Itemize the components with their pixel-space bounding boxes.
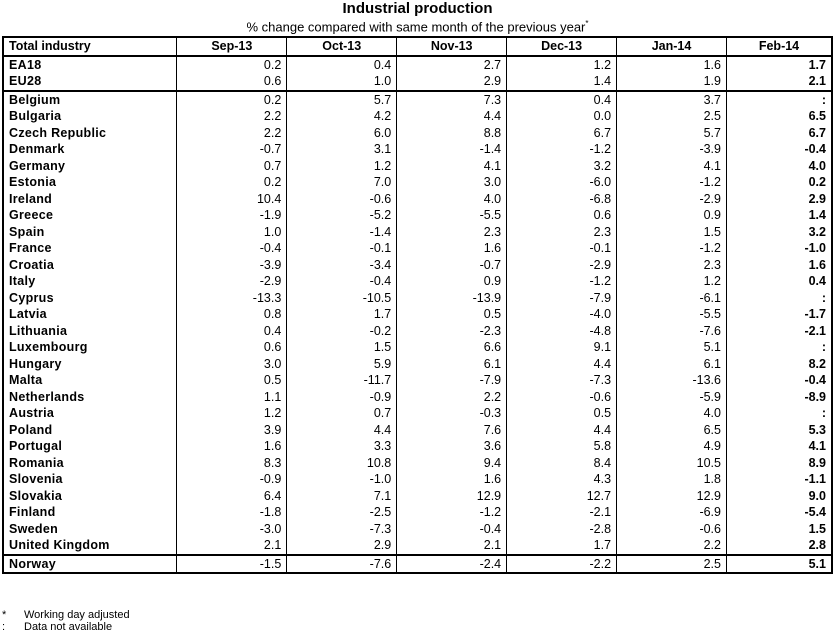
table-cell: -0.7 <box>177 141 287 158</box>
table-cell: 1.4 <box>726 207 832 224</box>
table-cell: 1.7 <box>287 306 397 323</box>
table-cell: 2.8 <box>726 537 832 555</box>
row-label: Croatia <box>3 257 177 274</box>
table-cell: -0.1 <box>287 240 397 257</box>
table-cell: -1.4 <box>397 141 507 158</box>
table-cell: 7.3 <box>397 91 507 109</box>
table-cell: -0.3 <box>397 405 507 422</box>
row-label: Poland <box>3 422 177 439</box>
table-row <box>3 56 832 74</box>
table-cell: 1.6 <box>397 471 507 488</box>
row-label: Greece <box>3 207 177 224</box>
column-header-month: Feb-14 <box>726 37 832 56</box>
row-label: France <box>3 240 177 257</box>
table-cell: 1.5 <box>287 339 397 356</box>
table-cell: 4.4 <box>507 422 617 439</box>
table-cell: 2.9 <box>726 191 832 208</box>
table-cell: -5.4 <box>726 504 832 521</box>
table-cell: : <box>726 405 832 422</box>
table-cell: 0.7 <box>287 405 397 422</box>
table-row <box>3 455 832 472</box>
row-label: Czech Republic <box>3 125 177 142</box>
row-label: Estonia <box>3 174 177 191</box>
table-cell: 6.6 <box>397 339 507 356</box>
table-cell: 7.0 <box>287 174 397 191</box>
table-cell: 0.4 <box>177 323 287 340</box>
row-label: Finland <box>3 504 177 521</box>
table-row <box>3 224 832 241</box>
table-cell: -13.6 <box>617 372 727 389</box>
row-label: Portugal <box>3 438 177 455</box>
table-cell: 9.0 <box>726 488 832 505</box>
table-cell: 2.2 <box>617 537 727 555</box>
table-cell: -4.0 <box>507 306 617 323</box>
table-cell: 1.2 <box>177 405 287 422</box>
table-cell: 10.4 <box>177 191 287 208</box>
table-cell: 1.6 <box>726 257 832 274</box>
table-cell: 12.9 <box>397 488 507 505</box>
footnote <box>2 609 130 621</box>
table-cell: 2.7 <box>397 56 507 74</box>
table-cell: -10.5 <box>287 290 397 307</box>
table-row <box>3 141 832 158</box>
table-cell: -0.7 <box>397 257 507 274</box>
table-cell: -0.9 <box>177 471 287 488</box>
table-cell: 6.1 <box>397 356 507 373</box>
table-row <box>3 257 832 274</box>
table-subtitle <box>0 16 835 35</box>
table-cell: -0.4 <box>397 521 507 538</box>
table-body <box>3 56 832 574</box>
table-cell: 2.5 <box>617 108 727 125</box>
row-label: Luxembourg <box>3 339 177 356</box>
table-row <box>3 125 832 142</box>
row-label: EA18 <box>3 56 177 74</box>
table-cell: -8.9 <box>726 389 832 406</box>
row-label: Belgium <box>3 91 177 109</box>
row-label: Spain <box>3 224 177 241</box>
table-cell: 0.9 <box>397 273 507 290</box>
table-cell: -7.9 <box>507 290 617 307</box>
table-cell: 6.5 <box>617 422 727 439</box>
table-cell: -0.9 <box>287 389 397 406</box>
table-row <box>3 323 832 340</box>
table-cell: 0.6 <box>177 73 287 91</box>
table-row <box>3 471 832 488</box>
table-row <box>3 422 832 439</box>
table-cell: -5.2 <box>287 207 397 224</box>
table-cell: 3.2 <box>726 224 832 241</box>
table-cell: : <box>726 339 832 356</box>
table-cell: -1.2 <box>397 504 507 521</box>
table-cell: -1.2 <box>507 141 617 158</box>
table-cell: -0.4 <box>726 372 832 389</box>
footnote-text: Working day adjusted <box>24 609 130 621</box>
table-row <box>3 174 832 191</box>
table-cell: -2.9 <box>177 273 287 290</box>
table-cell: -5.5 <box>397 207 507 224</box>
table-cell: 7.6 <box>397 422 507 439</box>
table-cell: 1.0 <box>177 224 287 241</box>
table-cell: -2.2 <box>507 555 617 574</box>
table-cell: -1.8 <box>177 504 287 521</box>
table-cell: 0.4 <box>507 91 617 109</box>
table-cell: 5.7 <box>617 125 727 142</box>
table-cell: 0.5 <box>397 306 507 323</box>
table-row <box>3 290 832 307</box>
column-header-month: Oct-13 <box>287 37 397 56</box>
table-cell: 5.9 <box>287 356 397 373</box>
table-cell: 1.4 <box>507 73 617 91</box>
row-label: Slovenia <box>3 471 177 488</box>
table-cell: -1.4 <box>287 224 397 241</box>
table-cell: -0.4 <box>177 240 287 257</box>
table-cell: 1.1 <box>177 389 287 406</box>
table-cell: -3.9 <box>177 257 287 274</box>
table-cell: 1.0 <box>287 73 397 91</box>
table-cell: 2.1 <box>177 537 287 555</box>
table-cell: 6.4 <box>177 488 287 505</box>
table-cell: : <box>726 91 832 109</box>
row-label: Denmark <box>3 141 177 158</box>
table-cell: 3.7 <box>617 91 727 109</box>
table-cell: 10.5 <box>617 455 727 472</box>
table-cell: 0.6 <box>177 339 287 356</box>
table-cell: -4.8 <box>507 323 617 340</box>
table-cell: -0.4 <box>726 141 832 158</box>
table-cell: 2.9 <box>397 73 507 91</box>
table-cell: -7.6 <box>287 555 397 574</box>
table-row <box>3 240 832 257</box>
table-row <box>3 537 832 555</box>
table-cell: 9.4 <box>397 455 507 472</box>
table-cell: 4.0 <box>617 405 727 422</box>
table-title: Industrial production <box>342 0 493 17</box>
table-row <box>3 438 832 455</box>
table-cell: 5.1 <box>726 555 832 574</box>
table-cell: -1.2 <box>507 273 617 290</box>
table-cell: -11.7 <box>287 372 397 389</box>
table-cell: 4.4 <box>287 422 397 439</box>
table-cell: -2.9 <box>507 257 617 274</box>
column-header-month: Jan-14 <box>617 37 727 56</box>
table-cell: -2.5 <box>287 504 397 521</box>
table-cell: 6.7 <box>726 125 832 142</box>
table-cell: 1.5 <box>617 224 727 241</box>
table-cell: 4.2 <box>287 108 397 125</box>
table-row <box>3 405 832 422</box>
table-cell: 1.2 <box>507 56 617 74</box>
table-row <box>3 504 832 521</box>
table-cell: -5.9 <box>617 389 727 406</box>
table-cell: -6.8 <box>507 191 617 208</box>
table-row <box>3 158 832 175</box>
table-cell: -0.2 <box>287 323 397 340</box>
table-cell: 1.6 <box>617 56 727 74</box>
table-cell: 0.7 <box>177 158 287 175</box>
table-cell: 2.1 <box>726 73 832 91</box>
row-label: Cyprus <box>3 290 177 307</box>
subtitle-text: % change compared with same month of the previous year <box>246 19 586 35</box>
table-cell: -1.9 <box>177 207 287 224</box>
table-row <box>3 306 832 323</box>
table-cell: -2.9 <box>617 191 727 208</box>
table-cell: 4.0 <box>397 191 507 208</box>
table-cell: 3.0 <box>177 356 287 373</box>
table-cell: 3.1 <box>287 141 397 158</box>
table-cell: 2.3 <box>617 257 727 274</box>
table-cell: 0.5 <box>177 372 287 389</box>
row-label: Norway <box>3 555 177 574</box>
table-cell: 1.7 <box>507 537 617 555</box>
row-label: Latvia <box>3 306 177 323</box>
table-cell: 12.7 <box>507 488 617 505</box>
table-cell: 1.8 <box>617 471 727 488</box>
table-cell: -13.3 <box>177 290 287 307</box>
table-row <box>3 488 832 505</box>
table-row <box>3 555 832 574</box>
table-cell: 1.2 <box>617 273 727 290</box>
table-row <box>3 191 832 208</box>
table-cell: -1.5 <box>177 555 287 574</box>
table-cell: 0.6 <box>507 207 617 224</box>
table-cell: 8.3 <box>177 455 287 472</box>
table-row <box>3 389 832 406</box>
table-cell: 3.0 <box>397 174 507 191</box>
table-cell: 2.2 <box>177 108 287 125</box>
table-cell: 7.1 <box>287 488 397 505</box>
table-cell: -7.3 <box>507 372 617 389</box>
table-cell: 2.5 <box>617 555 727 574</box>
table-cell: -6.1 <box>617 290 727 307</box>
footnote-symbol: : <box>2 621 6 633</box>
footnote <box>2 621 130 633</box>
subtitle-footnote-mark: * <box>585 19 589 28</box>
table-cell: -2.8 <box>507 521 617 538</box>
table-cell: 4.1 <box>617 158 727 175</box>
table-cell: 0.4 <box>287 56 397 74</box>
table-cell: -2.1 <box>726 323 832 340</box>
table-row <box>3 108 832 125</box>
table-cell: -0.6 <box>507 389 617 406</box>
table-cell: 0.2 <box>177 174 287 191</box>
table-cell: 0.8 <box>177 306 287 323</box>
table-cell: -2.4 <box>397 555 507 574</box>
table-cell: -1.1 <box>726 471 832 488</box>
table-cell: -7.9 <box>397 372 507 389</box>
table-cell: 4.4 <box>507 356 617 373</box>
table-cell: 5.8 <box>507 438 617 455</box>
table-cell: 2.9 <box>287 537 397 555</box>
table-cell: 4.9 <box>617 438 727 455</box>
table-cell: 2.1 <box>397 537 507 555</box>
table-cell: 2.2 <box>397 389 507 406</box>
table-cell: -5.5 <box>617 306 727 323</box>
table-row <box>3 339 832 356</box>
row-label: Austria <box>3 405 177 422</box>
column-header-month: Sep-13 <box>177 37 287 56</box>
table-cell: 1.7 <box>726 56 832 74</box>
table-cell: 3.9 <box>177 422 287 439</box>
table-cell: -1.7 <box>726 306 832 323</box>
table-cell: 6.7 <box>507 125 617 142</box>
table-row <box>3 521 832 538</box>
column-header-month: Dec-13 <box>507 37 617 56</box>
row-label: Ireland <box>3 191 177 208</box>
table-cell: 1.6 <box>177 438 287 455</box>
table-cell: 4.0 <box>726 158 832 175</box>
column-header-total-industry: Total industry <box>3 37 177 56</box>
row-label: Bulgaria <box>3 108 177 125</box>
table-cell: -6.0 <box>507 174 617 191</box>
table-row <box>3 273 832 290</box>
table-cell: -6.9 <box>617 504 727 521</box>
table-cell: -3.9 <box>617 141 727 158</box>
table-row <box>3 73 832 91</box>
table-cell: 8.9 <box>726 455 832 472</box>
table-row <box>3 207 832 224</box>
table-cell: 2.2 <box>177 125 287 142</box>
industrial-production-table <box>2 36 833 574</box>
table-cell: 0.2 <box>726 174 832 191</box>
table-cell: 9.1 <box>507 339 617 356</box>
table-cell: 0.5 <box>507 405 617 422</box>
table-cell: -2.1 <box>507 504 617 521</box>
table-cell: 5.1 <box>617 339 727 356</box>
table-cell: -3.4 <box>287 257 397 274</box>
table-cell: 0.2 <box>177 91 287 109</box>
table-cell: 3.6 <box>397 438 507 455</box>
column-header-month: Nov-13 <box>397 37 507 56</box>
table-cell: 4.1 <box>397 158 507 175</box>
table-cell: 0.0 <box>507 108 617 125</box>
table-cell: 0.9 <box>617 207 727 224</box>
table-row <box>3 356 832 373</box>
table-cell: 8.4 <box>507 455 617 472</box>
table-cell: 0.2 <box>177 56 287 74</box>
row-label: Romania <box>3 455 177 472</box>
table-row <box>3 372 832 389</box>
row-label: EU28 <box>3 73 177 91</box>
table-cell: 1.5 <box>726 521 832 538</box>
table-cell: 1.9 <box>617 73 727 91</box>
table-cell: 8.2 <box>726 356 832 373</box>
table-cell: -1.2 <box>617 174 727 191</box>
table-cell: -0.4 <box>287 273 397 290</box>
table-cell: 12.9 <box>617 488 727 505</box>
row-label: United Kingdom <box>3 537 177 555</box>
table-cell: -0.6 <box>617 521 727 538</box>
table-cell: 1.6 <box>397 240 507 257</box>
table-cell: 4.4 <box>397 108 507 125</box>
row-label: Germany <box>3 158 177 175</box>
table-cell: -3.0 <box>177 521 287 538</box>
table-cell: 8.8 <box>397 125 507 142</box>
footnote-symbol: * <box>2 609 7 621</box>
table-cell: 6.0 <box>287 125 397 142</box>
table-cell: -0.1 <box>507 240 617 257</box>
table-cell: 6.5 <box>726 108 832 125</box>
footnotes <box>2 609 130 633</box>
table-cell: 5.3 <box>726 422 832 439</box>
header-row <box>3 37 832 56</box>
table-cell: -1.2 <box>617 240 727 257</box>
table-cell: 5.7 <box>287 91 397 109</box>
table-cell: -7.6 <box>617 323 727 340</box>
table-cell: -0.6 <box>287 191 397 208</box>
table-cell: : <box>726 290 832 307</box>
row-label: Netherlands <box>3 389 177 406</box>
row-label: Malta <box>3 372 177 389</box>
footnote-text: Data not available <box>24 621 113 633</box>
table-row <box>3 91 832 109</box>
table-cell: 3.2 <box>507 158 617 175</box>
row-label: Sweden <box>3 521 177 538</box>
table-cell: 0.4 <box>726 273 832 290</box>
row-label: Slovakia <box>3 488 177 505</box>
row-label: Lithuania <box>3 323 177 340</box>
table-cell: 1.2 <box>287 158 397 175</box>
table-cell: -2.3 <box>397 323 507 340</box>
table-cell: 2.3 <box>507 224 617 241</box>
row-label: Italy <box>3 273 177 290</box>
table-cell: 3.3 <box>287 438 397 455</box>
table-cell: -1.0 <box>726 240 832 257</box>
table-cell: 4.1 <box>726 438 832 455</box>
table-cell: -1.0 <box>287 471 397 488</box>
table-cell: 4.3 <box>507 471 617 488</box>
table-cell: 10.8 <box>287 455 397 472</box>
row-label: Hungary <box>3 356 177 373</box>
table-cell: -7.3 <box>287 521 397 538</box>
table-cell: 6.1 <box>617 356 727 373</box>
table-cell: 2.3 <box>397 224 507 241</box>
table-cell: -13.9 <box>397 290 507 307</box>
